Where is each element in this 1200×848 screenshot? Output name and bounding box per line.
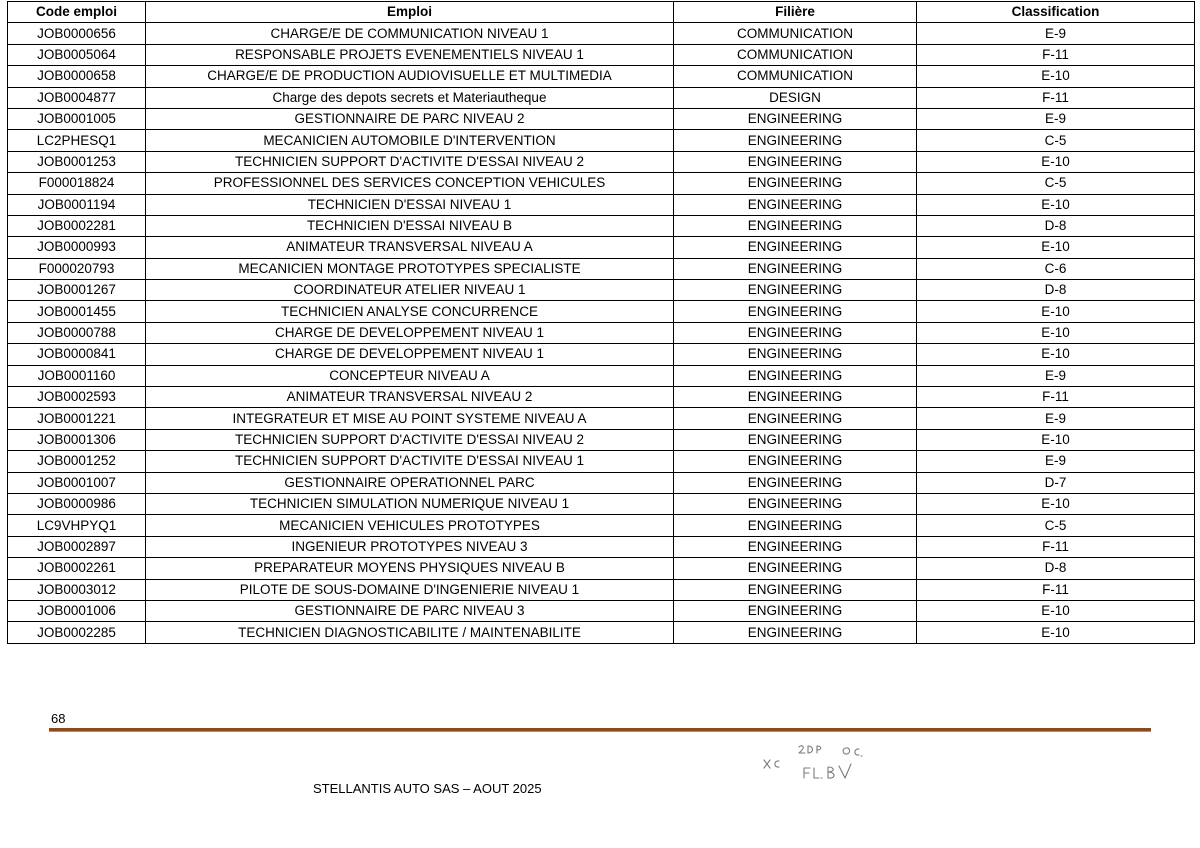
cell-filiere: ENGINEERING <box>674 215 917 236</box>
cell-emploi: GESTIONNAIRE OPERATIONNEL PARC <box>146 472 674 493</box>
table-row <box>8 622 1195 643</box>
cell-classification: F-11 <box>917 536 1195 557</box>
cell-code-emploi: JOB0000841 <box>8 344 146 365</box>
cell-filiere: ENGINEERING <box>674 173 917 194</box>
cell-emploi: GESTIONNAIRE DE PARC NIVEAU 3 <box>146 600 674 621</box>
cell-classification: E-10 <box>917 429 1195 450</box>
cell-classification: E-9 <box>917 451 1195 472</box>
cell-classification: E-10 <box>917 493 1195 514</box>
cell-code-emploi: JOB0005064 <box>8 44 146 65</box>
cell-code-emploi: JOB0001194 <box>8 194 146 215</box>
cell-code-emploi: JOB0001252 <box>8 451 146 472</box>
cell-filiere: DESIGN <box>674 87 917 108</box>
cell-emploi: MECANICIEN VEHICULES PROTOTYPES <box>146 515 674 536</box>
cell-emploi: ANIMATEUR TRANSVERSAL NIVEAU A <box>146 237 674 258</box>
cell-classification: E-10 <box>917 322 1195 343</box>
cell-classification: E-10 <box>917 622 1195 643</box>
table-row <box>8 408 1195 429</box>
table-row <box>8 558 1195 579</box>
cell-filiere: ENGINEERING <box>674 151 917 172</box>
table-row <box>8 322 1195 343</box>
cell-filiere: ENGINEERING <box>674 344 917 365</box>
table-row <box>8 215 1195 236</box>
cell-emploi: INTEGRATEUR ET MISE AU POINT SYSTEME NIVEAU A <box>146 408 674 429</box>
table-row <box>8 23 1195 44</box>
cell-code-emploi: JOB0001306 <box>8 429 146 450</box>
table-row <box>8 108 1195 129</box>
cell-classification: E-9 <box>917 23 1195 44</box>
cell-code-emploi: LC2PHESQ1 <box>8 130 146 151</box>
cell-code-emploi: JOB0002261 <box>8 558 146 579</box>
cell-code-emploi: JOB0002593 <box>8 387 146 408</box>
cell-filiere: ENGINEERING <box>674 365 917 386</box>
cell-filiere: ENGINEERING <box>674 258 917 279</box>
cell-code-emploi: JOB0000986 <box>8 493 146 514</box>
cell-filiere: ENGINEERING <box>674 408 917 429</box>
cell-classification: E-10 <box>917 194 1195 215</box>
cell-filiere: ENGINEERING <box>674 451 917 472</box>
cell-filiere: ENGINEERING <box>674 515 917 536</box>
cell-filiere: ENGINEERING <box>674 600 917 621</box>
cell-emploi: ANIMATEUR TRANSVERSAL NIVEAU 2 <box>146 387 674 408</box>
cell-classification: C-5 <box>917 515 1195 536</box>
cell-code-emploi: JOB0002897 <box>8 536 146 557</box>
cell-filiere: ENGINEERING <box>674 579 917 600</box>
cell-code-emploi: JOB0001221 <box>8 408 146 429</box>
header-filiere: Filière <box>674 2 917 23</box>
cell-classification: F-11 <box>917 387 1195 408</box>
cell-filiere: ENGINEERING <box>674 237 917 258</box>
cell-emploi: TECHNICIEN ANALYSE CONCURRENCE <box>146 301 674 322</box>
table-body <box>8 23 1195 643</box>
table-row <box>8 151 1195 172</box>
cell-emploi: MECANICIEN AUTOMOBILE D'INTERVENTION <box>146 130 674 151</box>
table-row <box>8 365 1195 386</box>
table-row <box>8 472 1195 493</box>
cell-filiere: ENGINEERING <box>674 493 917 514</box>
header-classification: Classification <box>917 2 1195 23</box>
cell-filiere: COMMUNICATION <box>674 44 917 65</box>
cell-code-emploi: JOB0001253 <box>8 151 146 172</box>
cell-classification: E-10 <box>917 237 1195 258</box>
cell-emploi: CHARGE DE DEVELOPPEMENT NIVEAU 1 <box>146 322 674 343</box>
table-row <box>8 130 1195 151</box>
cell-filiere: ENGINEERING <box>674 622 917 643</box>
table-row <box>8 515 1195 536</box>
cell-code-emploi: JOB0001007 <box>8 472 146 493</box>
handwritten-initials <box>755 738 885 788</box>
cell-emploi: CONCEPTEUR NIVEAU A <box>146 365 674 386</box>
cell-code-emploi: JOB0000993 <box>8 237 146 258</box>
cell-filiere: ENGINEERING <box>674 387 917 408</box>
cell-classification: D-8 <box>917 280 1195 301</box>
table-row <box>8 387 1195 408</box>
table-row <box>8 536 1195 557</box>
cell-code-emploi: F000018824 <box>8 173 146 194</box>
footer-company-text: STELLANTIS AUTO SAS – AOUT 2025 <box>313 781 542 796</box>
cell-filiere: ENGINEERING <box>674 301 917 322</box>
cell-code-emploi: JOB0002285 <box>8 622 146 643</box>
cell-emploi: TECHNICIEN SIMULATION NUMERIQUE NIVEAU 1 <box>146 493 674 514</box>
footer-divider <box>49 728 1151 732</box>
cell-classification: D-7 <box>917 472 1195 493</box>
page-number: 68 <box>51 711 66 726</box>
cell-emploi: CHARGE/E DE PRODUCTION AUDIOVISUELLE ET MULTIMEDIA <box>146 66 674 87</box>
cell-filiere: ENGINEERING <box>674 108 917 129</box>
cell-code-emploi: JOB0001455 <box>8 301 146 322</box>
table-row <box>8 579 1195 600</box>
cell-filiere: ENGINEERING <box>674 536 917 557</box>
table-row <box>8 600 1195 621</box>
cell-classification: C-5 <box>917 130 1195 151</box>
cell-emploi: TECHNICIEN DIAGNOSTICABILITE / MAINTENABILITE <box>146 622 674 643</box>
cell-emploi: RESPONSABLE PROJETS EVENEMENTIELS NIVEAU 1 <box>146 44 674 65</box>
cell-classification: D-8 <box>917 558 1195 579</box>
cell-classification: E-9 <box>917 108 1195 129</box>
header-code-emploi: Code emploi <box>8 2 146 23</box>
cell-emploi: TECHNICIEN D'ESSAI NIVEAU 1 <box>146 194 674 215</box>
cell-filiere: COMMUNICATION <box>674 66 917 87</box>
cell-emploi: PREPARATEUR MOYENS PHYSIQUES NIVEAU B <box>146 558 674 579</box>
cell-classification: F-11 <box>917 87 1195 108</box>
table-row <box>8 194 1195 215</box>
cell-emploi: PROFESSIONNEL DES SERVICES CONCEPTION VEHICULES <box>146 173 674 194</box>
cell-classification: E-10 <box>917 600 1195 621</box>
table-row <box>8 451 1195 472</box>
cell-emploi: TECHNICIEN D'ESSAI NIVEAU B <box>146 215 674 236</box>
cell-code-emploi: JOB0002281 <box>8 215 146 236</box>
cell-code-emploi: JOB0001005 <box>8 108 146 129</box>
table-header-row <box>8 2 1195 23</box>
cell-filiere: ENGINEERING <box>674 130 917 151</box>
cell-code-emploi: JOB0000658 <box>8 66 146 87</box>
table-row <box>8 301 1195 322</box>
cell-classification: C-5 <box>917 173 1195 194</box>
cell-classification: E-10 <box>917 301 1195 322</box>
cell-classification: D-8 <box>917 215 1195 236</box>
cell-filiere: COMMUNICATION <box>674 23 917 44</box>
cell-classification: E-9 <box>917 365 1195 386</box>
table-row <box>8 493 1195 514</box>
cell-emploi: TECHNICIEN SUPPORT D'ACTIVITE D'ESSAI NIVEAU 2 <box>146 151 674 172</box>
cell-classification: E-10 <box>917 66 1195 87</box>
table-row <box>8 344 1195 365</box>
cell-filiere: ENGINEERING <box>674 472 917 493</box>
table-row <box>8 258 1195 279</box>
cell-emploi: COORDINATEUR ATELIER NIVEAU 1 <box>146 280 674 301</box>
job-classification-table <box>7 1 1195 644</box>
table-row <box>8 87 1195 108</box>
cell-classification: E-10 <box>917 151 1195 172</box>
table-row <box>8 173 1195 194</box>
cell-code-emploi: F000020793 <box>8 258 146 279</box>
cell-code-emploi: JOB0000656 <box>8 23 146 44</box>
table-row <box>8 44 1195 65</box>
cell-emploi: TECHNICIEN SUPPORT D'ACTIVITE D'ESSAI NIVEAU 1 <box>146 451 674 472</box>
cell-filiere: ENGINEERING <box>674 194 917 215</box>
cell-classification: E-10 <box>917 344 1195 365</box>
cell-emploi: CHARGE/E DE COMMUNICATION NIVEAU 1 <box>146 23 674 44</box>
cell-emploi: Charge des depots secrets et Materiautheque <box>146 87 674 108</box>
table-row <box>8 429 1195 450</box>
cell-emploi: GESTIONNAIRE DE PARC NIVEAU 2 <box>146 108 674 129</box>
table-row <box>8 237 1195 258</box>
cell-emploi: MECANICIEN MONTAGE PROTOTYPES SPECIALISTE <box>146 258 674 279</box>
cell-emploi: CHARGE DE DEVELOPPEMENT NIVEAU 1 <box>146 344 674 365</box>
header-emploi: Emploi <box>146 2 674 23</box>
table-row <box>8 280 1195 301</box>
cell-code-emploi: LC9VHPYQ1 <box>8 515 146 536</box>
cell-classification: E-9 <box>917 408 1195 429</box>
table-row <box>8 66 1195 87</box>
cell-code-emploi: JOB0003012 <box>8 579 146 600</box>
cell-filiere: ENGINEERING <box>674 558 917 579</box>
cell-filiere: ENGINEERING <box>674 322 917 343</box>
cell-code-emploi: JOB0004877 <box>8 87 146 108</box>
cell-emploi: PILOTE DE SOUS-DOMAINE D'INGENIERIE NIVEAU 1 <box>146 579 674 600</box>
cell-classification: C-6 <box>917 258 1195 279</box>
cell-emploi: TECHNICIEN SUPPORT D'ACTIVITE D'ESSAI NIVEAU 2 <box>146 429 674 450</box>
cell-classification: F-11 <box>917 44 1195 65</box>
cell-classification: F-11 <box>917 579 1195 600</box>
cell-emploi: INGENIEUR PROTOTYPES NIVEAU 3 <box>146 536 674 557</box>
cell-filiere: ENGINEERING <box>674 280 917 301</box>
cell-code-emploi: JOB0001267 <box>8 280 146 301</box>
cell-code-emploi: JOB0001160 <box>8 365 146 386</box>
cell-code-emploi: JOB0001006 <box>8 600 146 621</box>
cell-filiere: ENGINEERING <box>674 429 917 450</box>
cell-code-emploi: JOB0000788 <box>8 322 146 343</box>
